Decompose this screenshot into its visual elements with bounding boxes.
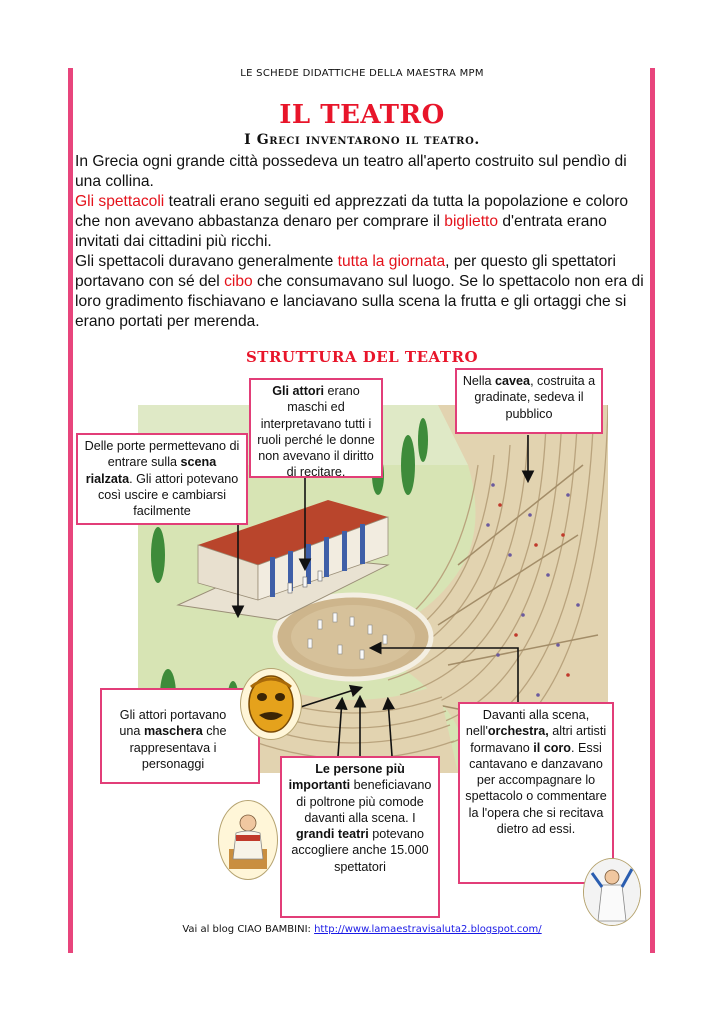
paragraph-3: Gli spettacoli duravano generalmente tutta la giornata, per questo gli spettatori portavano con sé del cibo che consumavano sul luogo. Se lo spettacolo non era di loro gradimento fischiavano e lanciavano sulla scena la frutta e gli ortaggi che si erano portati per merenda. xyxy=(75,253,644,330)
section-title: STRUTTURA DEL TEATRO xyxy=(245,348,479,366)
paragraph-2: Gli spettacoli teatrali erano seguiti ed apprezzati da tutta la popolazione e coloro che non avevano abbastanza denaro per comprare il biglietto d'entrata erano invitati dai cittadini più ricchi. xyxy=(75,193,629,250)
seated-spectator-icon xyxy=(218,800,278,880)
page-subtitle: I Greci inventarono il teatro. xyxy=(244,132,480,148)
right-border-bar xyxy=(650,68,655,953)
page-header: LE SCHEDE DIDATTICHE DELLA MAESTRA MPM xyxy=(240,68,484,79)
cavea-callout: Nella cavea, costruita a gradinate, sedeva il pubblico xyxy=(455,368,603,434)
page-footer: Vai al blog CIAO BAMBINI: http://www.lamaestravisaluta2.blogspot.com/ xyxy=(182,924,542,935)
chorus-member-icon xyxy=(583,858,641,926)
important-people-callout: Le persone più importanti beneficiavano di poltrone più comode davanti alla scena. I grandi teatri potevano accogliere anche 15.000 spettatori xyxy=(280,756,440,918)
doors-callout: Delle porte permettevano di entrare sulla scena rialzata. Gli attori potevano così uscire e cambiarsi facilmente xyxy=(76,433,248,525)
mask-callout: Gli attori portavano una maschera che rappresentava i personaggi xyxy=(100,688,260,784)
intro-text xyxy=(75,152,645,332)
theatre-mask-icon xyxy=(240,668,302,740)
actors-callout: Gli attori erano maschi ed interpretavano tutti i ruoli perché le donne non avevano il diritto di recitare. xyxy=(249,378,383,478)
blog-link[interactable]: http://www.lamaestravisaluta2.blogspot.com/ xyxy=(314,924,542,935)
chorus-callout: Davanti alla scena, nell'orchestra, altri artisti formavano il coro. Essi cantavano e danzavano per accompagnare lo spettacolo o commentare la l'opera che si recitava dietro ad essi. xyxy=(458,702,614,884)
page-title: IL TEATRO xyxy=(279,100,445,130)
left-border-bar xyxy=(68,68,73,953)
paragraph-1: In Grecia ogni grande città possedeva un teatro all'aperto costruito sul pendìo di una collina. xyxy=(75,153,627,190)
